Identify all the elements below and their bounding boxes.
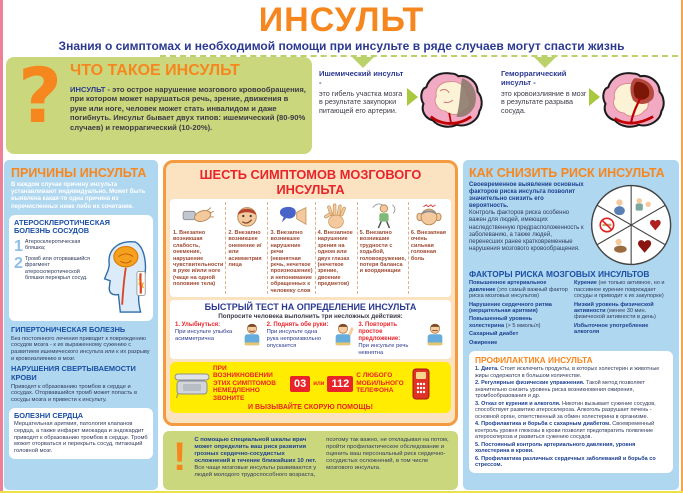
head-profile-illustration xyxy=(100,237,148,317)
risk-factor: Избыточное употребление алкоголя xyxy=(574,322,649,336)
speech-impairment-icon xyxy=(270,202,312,230)
test-item-raise-arms xyxy=(265,322,357,357)
test-desc: При инсульте речь невнятна xyxy=(358,343,409,356)
hemorrhagic-desc: это кровоизлияние в мозг в результате разрыва сосуда. xyxy=(501,88,587,115)
symptom-item xyxy=(226,202,268,294)
symptom-item xyxy=(268,202,315,294)
ischemic-desc: это гибель участка мозга в результате закупорки питающей его артерии. xyxy=(319,88,403,115)
risk-factor: Сахарный диабет xyxy=(469,331,519,338)
ischemic-name: Ишемический инсульт - xyxy=(319,69,404,87)
emergency-number-112: 112 xyxy=(327,376,353,392)
hypertension-text: Без постоянного лечения приводит к повреждению сосудов мозга - к их выраженному сужению с развитием ишемического инсульта или к их разрыву и кровоизлиянию в мозг. xyxy=(11,335,150,362)
symptom-text: 3. Внезапно возникшее нарушение речи (невнятная речь, нечеткое произношение) и непонимание обращенных к человеку слов xyxy=(270,230,313,294)
what-is-stroke-section xyxy=(6,51,312,154)
symptoms-row xyxy=(170,199,451,297)
green-notch xyxy=(534,57,556,68)
atherosclerosis-card xyxy=(9,215,153,321)
symptom-item xyxy=(171,202,226,294)
item-text: Тромб или оторвавшийся фрагмент атеросклеротической бляшки перекрыл сосуд. xyxy=(24,256,90,282)
item-number: 2 xyxy=(14,255,23,272)
symptom-item xyxy=(409,202,450,294)
note-left-column xyxy=(194,431,326,490)
symptom-text: 2. Внезапно возникшее онемение и/или асимметрия лица xyxy=(228,230,262,269)
atherosclerosis-item xyxy=(14,239,100,254)
dizzy-walk-icon xyxy=(360,202,406,230)
risk-heading: КАК СНИЗИТЬ РИСК ИНСУЛЬТА xyxy=(469,166,665,180)
weak-arm-icon xyxy=(173,202,223,230)
item-text: Атеросклеротическая бляшка; xyxy=(24,239,81,252)
risk-factor: Низкий уровень физической активности (менее 30 мин. физической активности в день) xyxy=(574,301,656,321)
page-title: ИНСУЛЬТ xyxy=(258,1,425,39)
quick-test-section xyxy=(170,300,451,359)
risk-factor: Нарушение сердечного ритма (мерцательная аритмия) xyxy=(469,301,552,315)
risk-intro-bold: Своевременное выявление основных факторов риска инсульта позволит значительно снизить его вероятность. xyxy=(469,182,584,210)
symptoms-section xyxy=(163,160,458,426)
risk-factors-column-1 xyxy=(469,280,568,348)
atherosclerosis-item xyxy=(14,256,100,282)
mobile-phone-icon xyxy=(411,368,431,400)
headache-icon xyxy=(411,202,448,230)
person-speak-icon xyxy=(424,322,446,352)
what-is-heading: ЧТО ТАКОЕ ИНСУЛЬТ xyxy=(70,62,240,79)
note-bold-text: С помощью специальной шкалы врач может определить ваш риск развития грозных сердечно-сосудистых осложнений в течение ближайших 10 лет. xyxy=(194,437,317,464)
risk-reduction-section xyxy=(463,160,679,490)
exclamation-mark-icon: ! xyxy=(173,435,187,479)
prevention-item: 3. Отказ от курения и алкоголя. Никотин вызывает сужение сосудов, способствует развитию атеросклероза. Алкоголь разрушает печень - основной орган, ответственный за обмен холестерина в организме. xyxy=(475,400,656,420)
risk-factors-heading: ФАКТОРЫ РИСКА МОЗГОВЫХ ИНСУЛЬТОВ xyxy=(469,269,650,279)
symptom-text: 5. Внезапно возникшие трудности с ходьбой, головокружение, потеря баланса и координации xyxy=(359,230,406,275)
emergency-mobile-text: С ЛЮБОГО МОБИЛЬНОГО ТЕЛЕФОНА xyxy=(356,372,404,395)
quick-test-subheading: Попросите человека выполнить три несложных действия: xyxy=(218,313,403,321)
stroke-types-section xyxy=(316,57,678,154)
ischemic-brain-illustration xyxy=(418,70,484,132)
left-border-strip xyxy=(0,0,3,493)
heart-disease-card xyxy=(9,408,153,459)
heart-disease-text: Мерцательная аритмия, патология клапанов сердца, а также инфаркт миокарда и эндокардит приводят к образованию тромбов в сердце. Тромб может оторваться и перекрыть сосуд, питающий головной мозг. xyxy=(14,421,148,455)
page-subtitle: Знания о симптомах и необходимой помощи при инсульте в ряде случаев могут спасти жизнь xyxy=(58,39,625,53)
green-arrow-icon xyxy=(589,88,600,106)
quick-test-heading: БЫСТРЫЙ ТЕСТ НА ОПРЕДЕЛЕНИЕ ИНСУЛЬТА xyxy=(204,302,417,313)
test-desc: При инсульте улыбка асимметрична xyxy=(175,329,233,342)
symptom-text: 1. Внезапно возникшая слабость, онемение, нарушение чувствительности в руке и/или ноге (чаще на одной половине тела) xyxy=(173,230,224,288)
what-is-body xyxy=(70,85,306,132)
emergency-call-text: ПРИ ВОЗНИКНОВЕНИИ ЭТИХ СИМПТОМОВ НЕМЕДЛЕННО ЗВОНИТЕ xyxy=(213,364,276,403)
prevention-item: 5. Постоянный контроль артериального давления, уровня холестерина в крови. xyxy=(475,441,636,455)
note-left-text: Все чаще мозговые инсульты развиваются у людей молодого трудоспособного возраста, xyxy=(194,465,317,478)
ischemic-stroke-block xyxy=(316,57,496,154)
test-name: 1. Улыбнуться: xyxy=(175,322,221,329)
what-is-text: - это острое нарушение мозгового кровообращения, при котором может нарушаться речь, зрение, движения в руке или ноге, человек может стать инвалидом и даже погибнуть. Инсульт бывает двух типов: ишемический (80-90% случаев) и геморрагический (10-20%). xyxy=(70,85,306,132)
risk-factors-wheel-illustration xyxy=(589,182,673,268)
risk-factor: Повышенный уровень холестерина (> 5 ммоль/л) xyxy=(469,316,541,329)
person-smile-icon xyxy=(241,322,263,352)
poster-header xyxy=(0,0,683,53)
prevention-card xyxy=(469,351,673,473)
risk-factors-column-2 xyxy=(574,280,673,348)
prevention-item: 6. Профилактика различных сердечных заболеваний и борьба со стрессом. xyxy=(475,455,656,469)
hemorrhagic-stroke-block xyxy=(498,57,678,154)
emergency-number-03: 03 xyxy=(290,376,310,392)
prevention-item: 4. Профилактика и борьба с сахарным диабетом. Своевременный контроль уровня глюкозы в крови позволит предотвратить появление атеросклероза и развиться сужению сосудов. xyxy=(475,421,655,441)
hypertension-heading: ГИПЕРТОНИЧЕСКАЯ БОЛЕЗНЬ xyxy=(11,325,126,334)
test-item-smile xyxy=(173,322,265,357)
person-raise-arm-icon xyxy=(332,322,354,352)
term-insult: ИНСУЛЬТ xyxy=(70,85,106,94)
hemorrhagic-name: Геморрагический инсульт - xyxy=(501,69,567,87)
question-mark-icon: ? xyxy=(18,51,63,140)
test-desc: При инсульте одна рука непроизвольно опускается xyxy=(266,329,322,349)
green-arrow-icon xyxy=(407,88,418,106)
clotting-heading: НАРУШЕНИЯ СВЕРТЫВАЕМОСТИ КРОВИ xyxy=(11,364,136,382)
risk-factor: Ожирение xyxy=(469,339,498,346)
risk-factor: Курение (не только активное, но и пассивное курение повреждает сосуды и приводит к их закупорке) xyxy=(574,280,665,300)
emergency-footer: И ВЫЗЫВАЙТЕ СКОРУЮ ПОМОЩЬ! xyxy=(248,403,373,411)
heart-disease-heading: БОЛЕЗНИ СЕРДЦА xyxy=(14,410,84,420)
vision-hand-icon xyxy=(318,202,355,230)
test-item-repeat-sentence xyxy=(356,322,448,357)
causes-section xyxy=(4,160,158,490)
face-asymmetry-icon xyxy=(228,202,265,230)
risk-intro-text: Контроль факторов риска особенно важен для людей, имеющих наследственную предрасположенность к заболеванию, а также людей, перенесших ранее кратковременные нарушения мозгового кровообращения. xyxy=(469,210,584,252)
causes-heading: ПРИЧИНЫ ИНСУЛЬТА xyxy=(11,166,147,180)
note-right-column: поэтому так важно, не откладывая на потом, пройти профилактическое обследование и оценить ваш персональный риск сердечно-сосудистых осложнений, в том числе мозгового инсульта. xyxy=(326,437,449,471)
prevention-item: 1. Диета. Стоит исключить продукты, в которых холестерин и животные жиры содержатся в большом количестве. xyxy=(475,366,660,379)
causes-intro: В каждом случае причину инсульта устанавливают индивидуально. Может быть выявлена какая-то одна причина из перечисленных ниже либо их сочетание. xyxy=(11,182,146,210)
test-name: 2. Поднять обе руки: xyxy=(266,322,329,329)
emergency-call-box xyxy=(170,362,451,413)
test-name: 3. Повторить простое предложение: xyxy=(358,322,401,343)
green-notch xyxy=(352,57,374,68)
clotting-text: Приводят к образованию тромбов в сердце и сосудах. Оторвавшийся тромб может попасть в сосуды мозга и привести к инсульту. xyxy=(11,383,137,403)
item-number: 1 xyxy=(14,238,23,255)
prevention-item: 2. Регулярные физические упражнения. Такой метод позволяет значительно снизить уровень риска возникновения ожирения, тромбообразования и др. xyxy=(475,380,645,400)
symptom-item xyxy=(316,202,358,294)
atherosclerosis-heading: АТЕРОСКЛЕРОТИЧЕСКАЯ БОЛЕЗНЬ СОСУДОВ xyxy=(14,217,110,236)
symptom-text: 4. Внезапное нарушение зрения на одном или двух глазах (нечеткое зрение, двоение предметов) xyxy=(317,230,353,288)
hemorrhagic-brain-illustration xyxy=(600,70,666,132)
symptoms-heading: ШЕСТЬ СИМПТОМОВ МОЗГОВОГО ИНСУЛЬТА xyxy=(199,167,422,197)
or-label: или xyxy=(313,380,325,387)
landline-phone-icon xyxy=(174,370,210,398)
symptom-text: 6. Внезапная очень сильная головная боль xyxy=(410,230,447,262)
risk-scale-note xyxy=(163,431,458,490)
prevention-heading: ПРОФИЛАКТИКА ИНСУЛЬТА xyxy=(475,355,593,366)
symptom-item xyxy=(358,202,409,294)
risk-factor: Повышенное артериальное давление (это самый важный фактор риска мозговых инсультов) xyxy=(469,280,568,300)
